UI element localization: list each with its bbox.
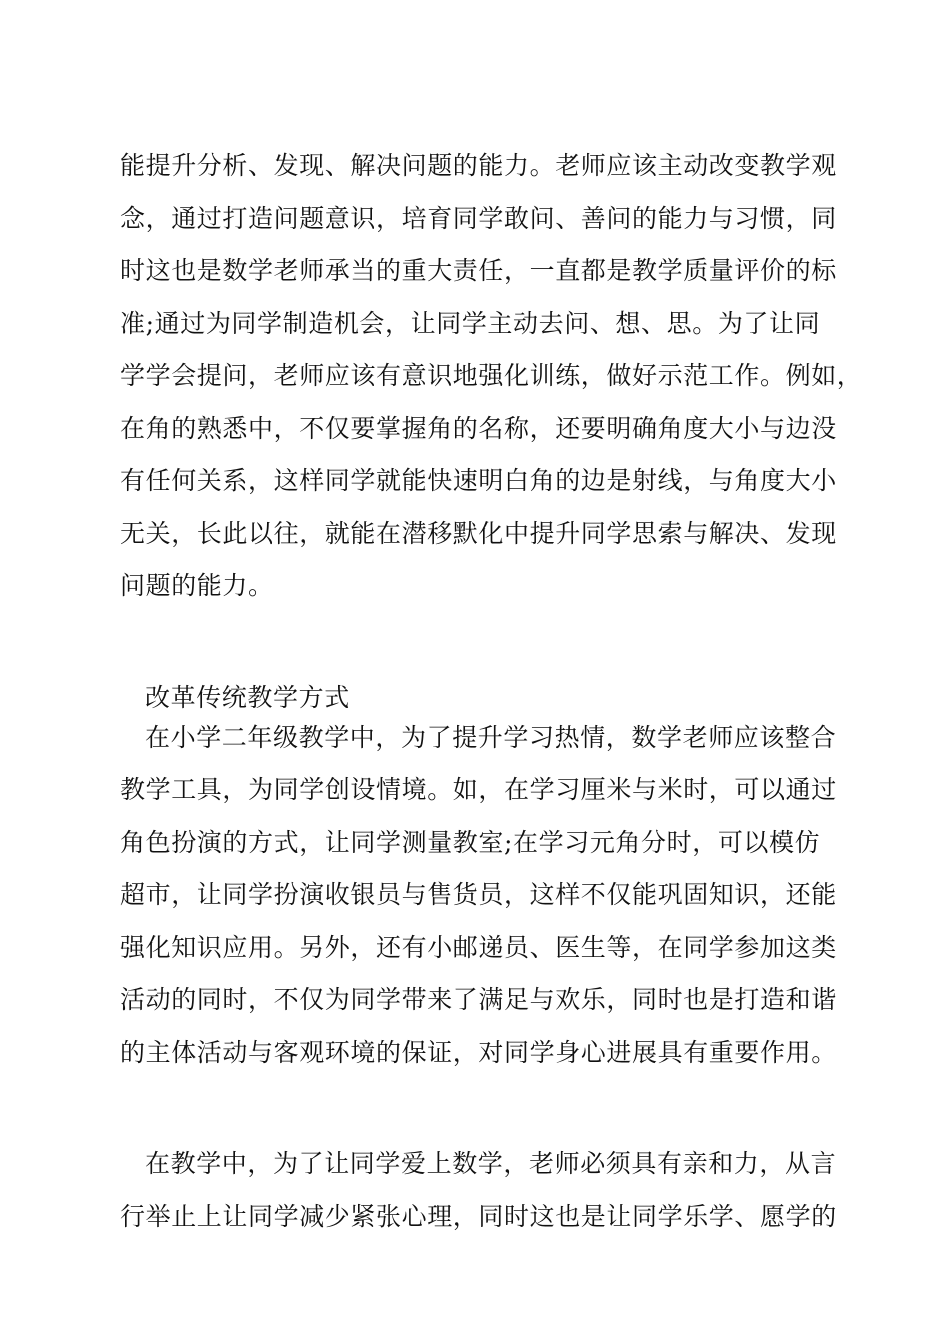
paragraph-line: 的主体活动与客观环境的保证，对同学身心进展具有重要作用。 [120, 1037, 837, 1067]
paragraph-line: 有任何关系，这样同学就能快速明白角的边是射线，与角度大小 [120, 466, 837, 495]
paragraph-line: 角色扮演的方式，让同学测量教室;在学习元角分时，可以模仿 [120, 827, 821, 857]
section-heading: 改革传统教学方式 [145, 682, 350, 712]
paragraph-line: 超市，让同学扮演收银员与售货员，这样不仅能巩固知识，还能 [120, 880, 837, 909]
paragraph-line: 强化知识应用。另外，还有小邮递员、医生等，在同学参加这类 [120, 932, 837, 962]
paragraph-line: 念，通过打造问题意识，培育同学敢问、善问的能力与习惯，同 [120, 203, 837, 233]
paragraph-line: 准;通过为同学制造机会，让同学主动去问、想、思。为了让同 [120, 308, 821, 338]
paragraph-line: 行举止上让同学减少紧张心理，同时这也是让同学乐学、愿学的 [120, 1201, 837, 1231]
paragraph-spacer [120, 1086, 840, 1145]
paragraph-line: 学学会提问，老师应该有意识地强化训练，做好示范工作。例如， [120, 361, 863, 390]
document-body [120, 147, 863, 1250]
paragraph-line: 无关，长此以往，就能在潜移默化中提升同学思索与解决、发现 [120, 518, 837, 548]
paragraph-spacer [120, 620, 840, 679]
paragraph-line: 能提升分析、发现、解决问题的能力。老师应该主动改变教学观 [120, 151, 837, 180]
paragraph-line: 在教学中，为了让同学爱上数学，老师必须具有亲和力，从言 [145, 1149, 837, 1178]
paragraph-2 [120, 719, 840, 1072]
paragraph-3 [120, 1145, 840, 1236]
paragraph-line: 教学工具，为同学创设情境。如，在学习厘米与米时，可以通过 [120, 775, 837, 804]
paragraph-line: 活动的同时，不仅为同学带来了满足与欢乐，同时也是打造和谐 [120, 985, 837, 1014]
paragraph-1 [120, 147, 863, 605]
paragraph-line: 时这也是数学老师承当的重大责任，一直都是教学质量评价的标 [120, 256, 837, 285]
paragraph-line: 问题的能力。 [120, 571, 274, 600]
paragraph-line: 在小学二年级教学中，为了提升学习热情，数学老师应该整合 [145, 722, 837, 752]
paragraph-line: 在角的熟悉中，不仅要掌握角的名称，还要明确角度大小与边没 [120, 413, 837, 443]
